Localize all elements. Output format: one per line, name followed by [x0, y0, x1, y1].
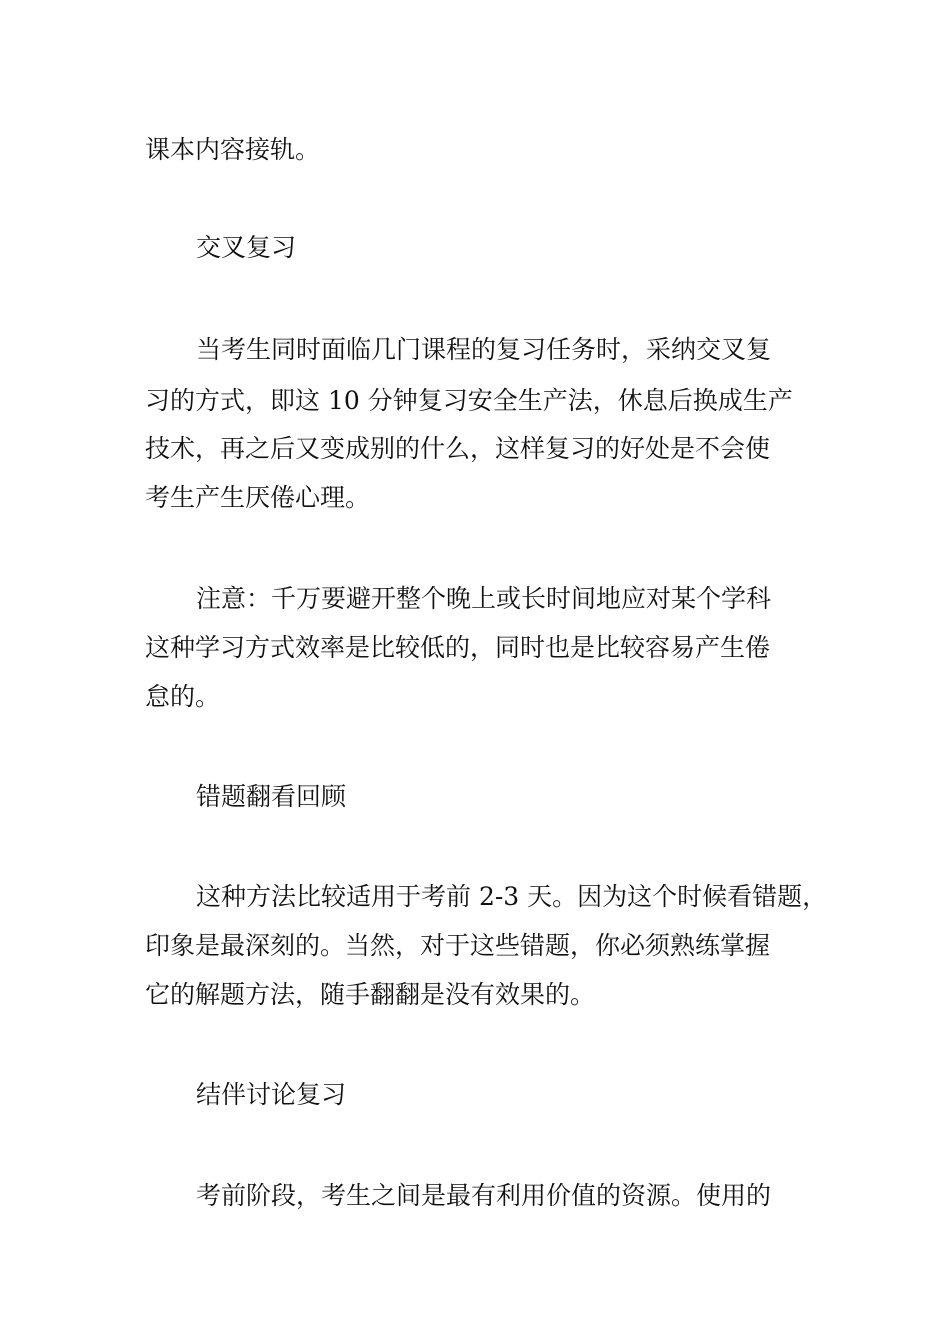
- heading-error-review: 错题翻看回顾: [196, 782, 347, 811]
- paragraph-note-line-3: 怠的。: [145, 682, 221, 711]
- paragraph-group-discussion-line-1: 考前阶段，考生之间是最有利用价值的资源。使用的: [196, 1181, 772, 1210]
- paragraph-cross-review-line-4: 考生产生厌倦心理。: [145, 483, 371, 512]
- paragraph-error-review-line-1: 这种方法比较适用于考前 2-3 天。因为这个时候看错题，: [196, 882, 828, 911]
- heading-group-discussion: 结伴讨论复习: [196, 1080, 347, 1109]
- heading-cross-review: 交叉复习: [196, 233, 297, 262]
- paragraph-continuation-line: 课本内容接轨。: [145, 135, 321, 164]
- paragraph-cross-review-line-3: 技术，再之后又变成别的什么，这样复习的好处是不会使: [145, 434, 771, 463]
- paragraph-error-review-line-3: 它的解题方法，随手翻翻是没有效果的。: [145, 980, 596, 1009]
- paragraph-error-review-line-2: 印象是最深刻的。当然，对于这些错题，你必须熟练掌握: [145, 931, 771, 960]
- paragraph-note-line-2: 这种学习方式效率是比较低的，同时也是比较容易产生倦: [145, 633, 771, 662]
- paragraph-cross-review-line-2: 习的方式，即这 10 分钟复习安全生产法，休息后换成生产: [145, 386, 793, 415]
- paragraph-note-line-1: 注意：千万要避开整个晚上或长时间地应对某个学科: [196, 584, 772, 613]
- paragraph-cross-review-line-1: 当考生同时面临几门课程的复习任务时，采纳交叉复: [196, 335, 772, 364]
